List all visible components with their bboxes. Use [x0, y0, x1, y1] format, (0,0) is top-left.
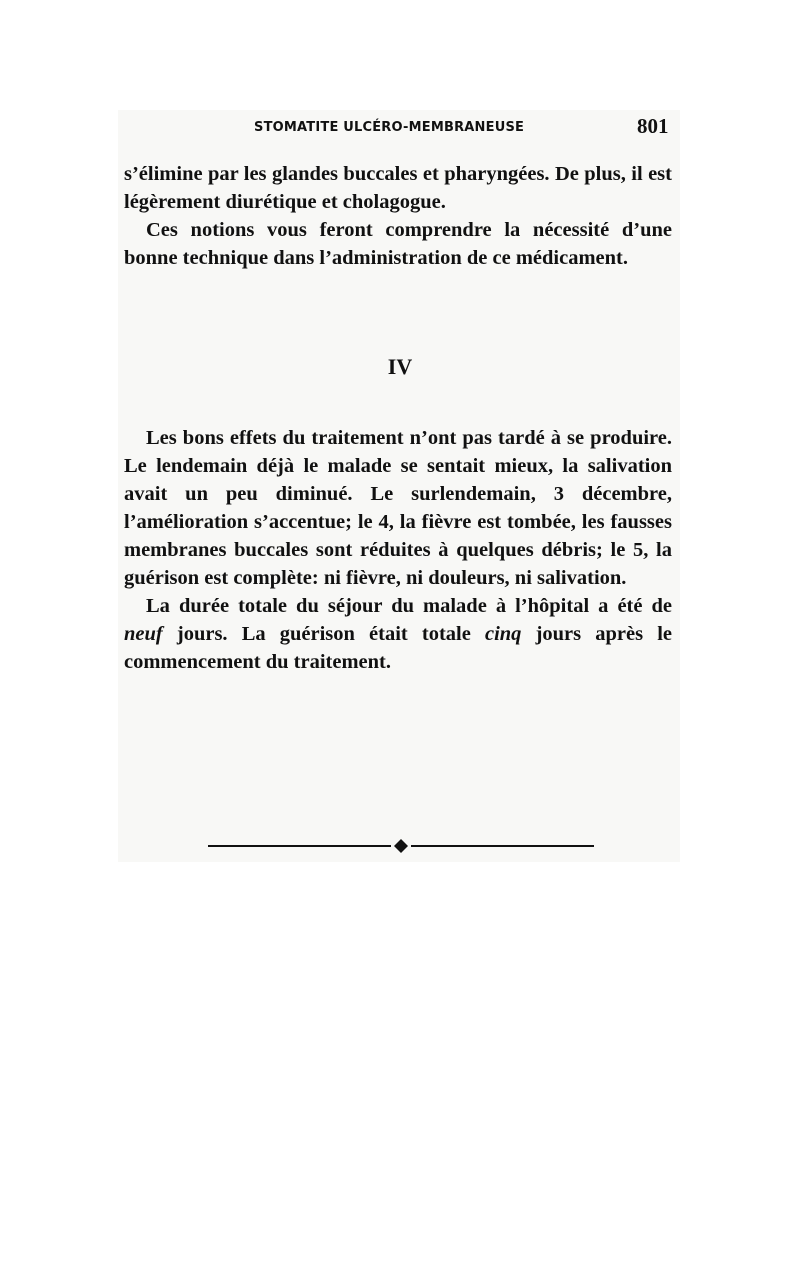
paragraph [124, 592, 672, 676]
paragraph: Les bons effets du traitement n’ont pas tardé à se produire. Le lendemain déjà le malade se sentait mieux, la salivation avait un peu diminué. Le surlendemain, 3 décembre, l’amélioration s’accentue; le 4, la fièvre est tombée, les fausses membranes buccales sont réduites à quelques débris; le 5, la guérison est complète: ni fièvre, ni douleurs, ni salivation. [124, 427, 672, 589]
page-number: 801 [637, 114, 669, 138]
paragraph-text: La durée totale du séjour du malade à l’hôpital a été de [146, 595, 672, 617]
paragraph-text: jours après le commencement du traitement. [124, 623, 673, 673]
text-block-section-iv [124, 424, 672, 676]
paragraph-text: jours. La guérison était totale [176, 623, 471, 645]
section-heading: IV [387, 354, 413, 379]
paragraph: s’élimine par les glandes buccales et pharyngées. De plus, il est légèrement diurétique et cholagogue. [124, 163, 672, 213]
diamond-icon [394, 839, 408, 853]
italic-word: cinq [484, 623, 522, 645]
paragraph: Ces notions vous feront comprendre la nécessité d’une bonne technique dans l’administration de ce médicament. [124, 219, 672, 269]
text-block-intro [124, 160, 672, 272]
italic-word: neuf [124, 623, 163, 645]
running-title: STOMATITE ULCÉRO-MEMBRANEUSE [254, 120, 525, 135]
end-ornament [208, 839, 594, 853]
